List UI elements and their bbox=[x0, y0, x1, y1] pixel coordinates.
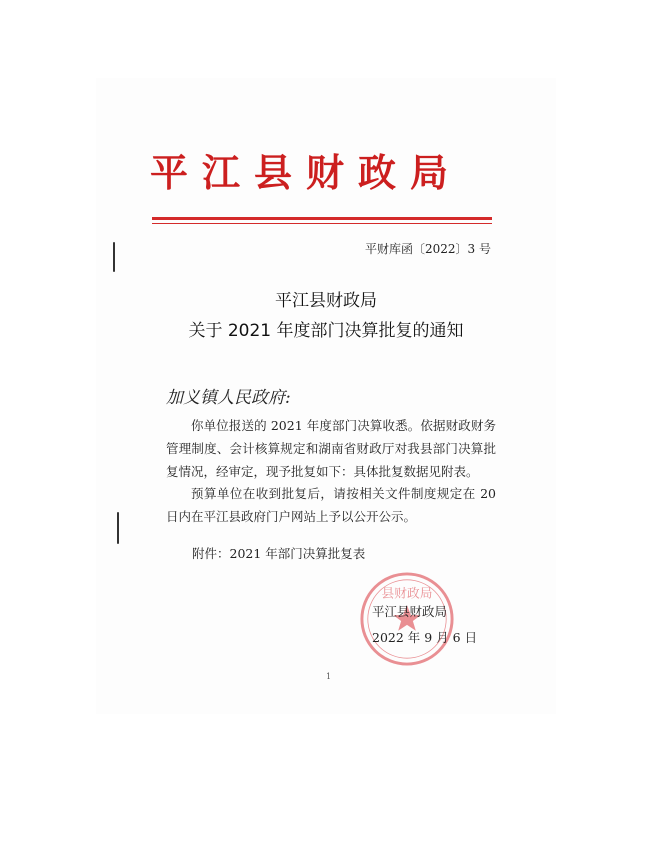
body-paragraph-1: 你单位报送的 2021 年度部门决算收悉。依据财政财务管理制度、会计核算规定和湖南省财政厅对我县部门决算批复情况，经审定，现予批复如下：具体批复数据见附表。 bbox=[166, 418, 496, 479]
title-line-1: 平江县财政局 bbox=[275, 291, 377, 311]
addressee: 加义镇人民政府: bbox=[166, 388, 291, 408]
seal-text: 县财政局 bbox=[381, 586, 433, 602]
scan-mark bbox=[117, 512, 119, 544]
masthead-rule-thick bbox=[152, 217, 492, 220]
signature-org: 平江县财政局 bbox=[372, 604, 448, 619]
masthead-rule-thin bbox=[152, 223, 492, 224]
body-paragraph-2: 预算单位在收到批复后，请按相关文件制度规定在 20 日内在平江县政府门户网站上予以公开公示。 bbox=[166, 486, 496, 524]
title-line-2: 关于 2021 年度部门决算批复的通知 bbox=[188, 321, 464, 341]
attachment-note: 附件：2021 年部门决算批复表 bbox=[192, 546, 366, 561]
page-number: 1 bbox=[326, 672, 332, 681]
scan-mark bbox=[113, 242, 115, 272]
signature-date: 2022 年 9 月 6 日 bbox=[372, 630, 478, 645]
masthead: 平江县财政局 bbox=[150, 150, 463, 195]
document-number: 平财库函〔2022〕3 号 bbox=[365, 242, 491, 256]
